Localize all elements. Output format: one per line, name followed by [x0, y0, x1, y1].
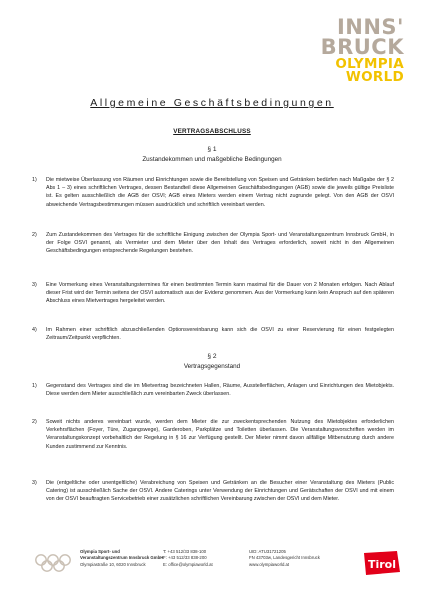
logo-line-3: OLYMPIA — [335, 55, 404, 72]
clause-number: 2) — [32, 232, 37, 238]
footer-company-line: Olympia Sport- und — [80, 549, 120, 554]
document-title: Allgemeine Geschäftsbedingungen — [90, 97, 334, 109]
footer-phone: T: +43 512/33 838-100 — [163, 549, 207, 554]
clause-item — [32, 231, 394, 256]
clause-number: 3) — [32, 480, 37, 486]
footer-uid: UID: ATU31721205 — [249, 549, 286, 554]
footer-fax: F: +43 512/33 838-200 — [163, 555, 207, 561]
footer-company — [80, 549, 163, 568]
footer-address: Olympiastraße 10, 6020 Innsbruck — [80, 561, 146, 567]
clause-text: Eine Vormerkung eines Veranstaltungstermines für einen bestimmten Termin kann maximal für die Dauer von 2 Monaten erfolgen. Nach Ablauf dieser Frist wird der Termin seitens der OSVI automatisch aus der Evidenz genommen. Aus der Vormerkung kann kein Anspruch auf den späteren Abschluss eines Mietvertrages hergeleitet werden. — [46, 282, 394, 305]
clause-text: Die (entgeltliche oder unentgeltliche) Verabreichung von Speisen und Getränken an die Besucher einer Veranstaltung des Mieters (Public Catering) ist ausschließlich Sache der OSVI. Andere Caterings unter Verwendung der Einrichtungen und Gerätschaften der OSVI und mit einem von der OSVI beauftragten Servicebetrieb einer zusätzlichen schriftlichen Vereinbarung zwischen der OSVI und dem Mieter. — [46, 480, 394, 503]
olympia-world-logo — [320, 15, 404, 85]
clause-number: 1) — [32, 177, 37, 183]
footer-contact — [163, 549, 213, 568]
clause-text: Gegenstand des Vertrages sind die im Mietvertrag bezeichneten Hallen, Räume, Ausstellerflächen, Anlagen und Einrichtungen des Mietobjekts. Diese werden dem Mieter ausschließlich zum vereinbarten Zweck überlassen. — [46, 383, 394, 398]
clause-number: 1) — [32, 383, 37, 389]
clause-number: 4) — [32, 327, 37, 333]
paragraph-number-2: § 2 — [207, 353, 217, 360]
footer-legal — [249, 549, 320, 568]
footer-email: E: office@olympiaworld.at — [163, 561, 213, 567]
logo-line-1: INNS' — [336, 15, 404, 39]
olympic-rings-icon — [34, 552, 72, 574]
clause-item — [32, 281, 394, 306]
clause-text: Soweit nichts anderes vereinbart wurde, werden dem Mieter die zur zweckentsprechenden Nutzung des Mietobjektes erforderlichen Verkehrsflächen (Foyer, Türe, Zugangswege), Garderoben, Parkplätze und Toiletten überlassen. Die Veranstaltungsvorschriften werden im Veranstaltungskonzept vorbehaltlich der Regelung in § 16 zur Verfügung gestellt. Der Mieter nimmt davon allfällige Mitbenutzung durch andere Kunden zustimmend zur Kenntnis. — [46, 419, 394, 450]
logo-line-4: WORLD — [345, 68, 404, 85]
clause-number: 2) — [32, 419, 37, 425]
paragraph-number-1: § 1 — [207, 146, 217, 153]
clause-text: Zum Zustandekommen des Vertrages für die schriftliche Einigung zwischen der Olympia Sport- und Veranstaltungszentrum Innsbruck GmbH, in der Folge OSVI genannt, als Vermieter und dem Mieter über den Inhalt des Vertrages erforderlich, soweit nicht in den Allgemeinen Geschäftsbedingungen entsprechende Regelungen bestehen. — [46, 232, 394, 255]
clause-item — [32, 326, 394, 342]
clause-item — [32, 382, 394, 398]
paragraph-title-2: Vertragsgegenstand — [183, 363, 241, 370]
clause-item — [32, 176, 394, 209]
section-heading: VERTRAGSABSCHLUSS — [173, 128, 251, 135]
clause-text: Die mietweise Überlassung von Räumen und Einrichtungen sowie die Bereitstellung von Speisen und Getränken bedürfen nach Maßgabe der § 2 Abs 1 – 3) eines schriftlichen Vertrages, dessen Bestandteil diese Allgemeinen Geschäftsbedingungen (AGB) sowie die jeweils gültige Preisliste ist. Es gelten ausschließlich die AGB der OSVI; AGB eines Mieters werden einem Vertrag nicht zugrunde gelegt. Von den AGB der OSVI abweichende Vertragsbestimmungen müssen ausdrücklich und schriftlich vereinbart werden. — [46, 177, 394, 208]
page-footer — [0, 545, 424, 585]
logo-line-2: BRUCK — [320, 34, 404, 59]
clause-number: 3) — [32, 282, 37, 288]
clause-text: Im Rahmen einer schriftlich abzuschließenden Optionsvereinbarung kann sich die OSVI zu einer Reservierung für einen festgelegten Zeitraum/Zeitpunkt verpflichten. — [46, 327, 394, 342]
tirol-logo-icon — [362, 550, 402, 576]
footer-fn: FN 43703w, Landesgericht Innsbruck — [249, 555, 320, 561]
footer-company-line: Veranstaltungszentrum Innsbruck GmbH — [80, 555, 164, 561]
footer-website: www.olympiaworld.at — [249, 561, 290, 567]
paragraph-title-1: Zustandekommen und maßgebliche Bedingungen — [142, 156, 282, 163]
tirol-logo-text: Tirol — [367, 558, 397, 571]
clause-item — [32, 418, 394, 451]
clause-item — [32, 479, 394, 504]
